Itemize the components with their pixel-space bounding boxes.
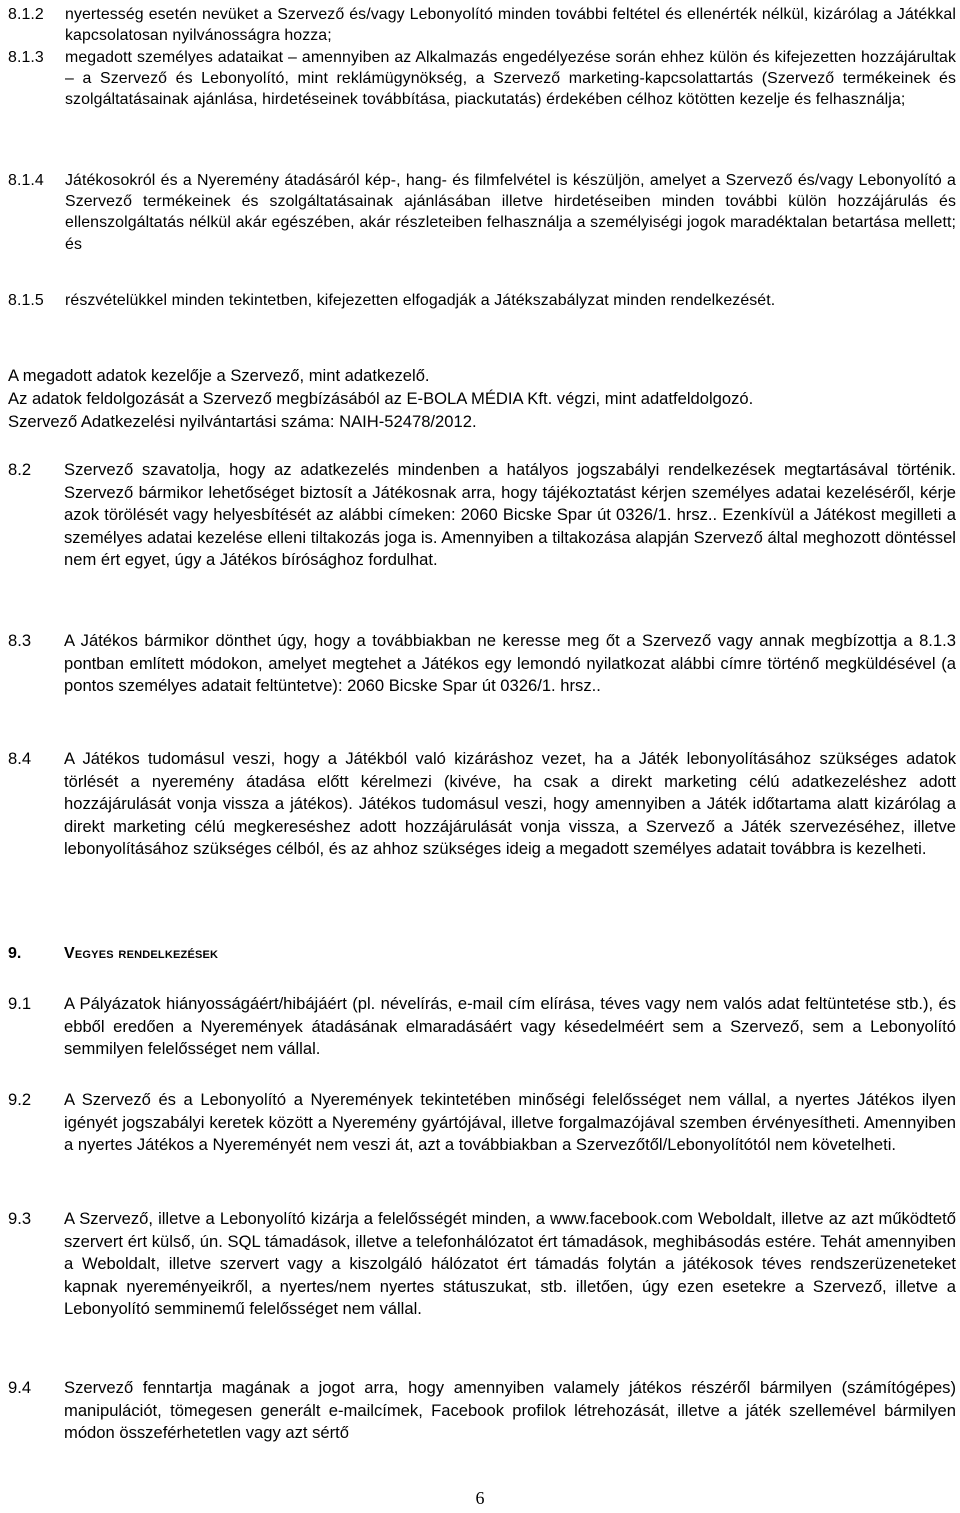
clause-number: 8.1.5 bbox=[8, 292, 44, 309]
section-text: A Játékos tudomásul veszi, hogy a Játékból való kizáráshoz vezet, ha a Játék lebonyolításához szükséges adatok törlését a nyeremény átadása előtt kérelmezi (kivéve, ha csak a direkt marketing célú adatkezeléshez adott hozzájárulását vonja vissza a játékos). Játékos tudomásul veszi, hogy amennyiben a Játék időtartama alatt kizárólag a direkt marketing célú megkereséshez adott hozzájárulását vonja vissza, a Szervező a Játék szervezéséhez, illetve lebonyolításához szükséges célból, és az ahhoz szükséges ideig a megadott személyes adatait továbbra is kezelheti. bbox=[64, 749, 956, 858]
data-controller-line: A megadott adatok kezelője a Szervező, mint adatkezelő. bbox=[8, 366, 430, 385]
section-text: Szervező fenntartja magának a jogot arra, hogy amennyiben valamely játékos részéről bármilyen (számítógépes) manipulációt, tömegesen generált e-mailcímek, Facebook profilok létrehozását, illetve a játék szellemével bármilyen módon összeférhetetlen vagy azt sértő bbox=[64, 1378, 956, 1442]
section-number: 9.2 bbox=[8, 1090, 32, 1109]
section-text: A Pályázatok hiányosságáért/hibájáért (pl. névelírás, e-mail cím elírása, téves vagy nem valós adat feltüntetése stb.), és ebből eredően a Nyeremények átadásának elmaradásáért vagy késedelméért sem a Szervező, sem a Lebonyolító semmilyen felelősséget nem vállal. bbox=[64, 994, 956, 1058]
section-text: A Szervező és a Lebonyolító a Nyeremények tekintetében minőségi felelősséget nem vállal, a nyertes Játékos ilyen igényét jogszabályi keretek között a Nyeremény gyártójával, illetve forgalmazójával szemben érvényesítheti. Amennyiben a nyertes Játékos a Nyereményét nem veszi át, azt a továbbiakban a Szervezőtől/Lebonyolítótól nem követelheti. bbox=[64, 1090, 956, 1154]
section-8-3 bbox=[8, 630, 956, 698]
section-9-1 bbox=[8, 993, 956, 1061]
section-text: A Játékos bármikor dönthet úgy, hogy a továbbiakban ne keresse meg őt a Szervező vagy annak megbízottja a 8.1.3 pontban említett módokon, amelyet megtehet a Játékos egy lemondó nyilatkozat alábbi címre történő megküldésével (a pontos személyes adatait feltüntetve): 2060 Bicske Spar út 0326/1. hrsz.. bbox=[64, 631, 956, 695]
clause-text: részvételükkel minden tekintetben, kifejezetten elfogadják a Játékszabályzat minden rendelkezését. bbox=[65, 292, 776, 309]
clause-8-1-3 bbox=[8, 47, 956, 111]
section-8-2 bbox=[8, 459, 956, 572]
section-number: 8.2 bbox=[8, 460, 32, 479]
clause-text: megadott személyes adataikat – amennyiben az Alkalmazás engedélyezése során ehhez külön és kifejezetten hozzájárultak – a Szervező és Lebonyolító, mint reklámügynökség, a Szervező marketing-kapcsolattartás (Szervező termékeinek és szolgáltatásainak ajánlása, hirdetéseinek továbbítása, piackutatás) érdekében célhoz kötötten kezelje és felhasználja; bbox=[65, 49, 956, 109]
clause-8-1-5 bbox=[8, 290, 956, 311]
heading-number: 9. bbox=[8, 945, 22, 962]
section-9-4 bbox=[8, 1377, 956, 1445]
clause-number: 8.1.2 bbox=[8, 6, 44, 23]
clause-text: nyertesség esetén nevüket a Szervező és/vagy Lebonyolító minden további feltétel és ellenérték nélkül, kizárólag a Játékkal kapcsolatosan nyilvánosságra hozza; bbox=[65, 6, 956, 45]
data-processor-line: Az adatok feldolgozását a Szervező megbízásából az E-BOLA MÉDIA Kft. végzi, mint adatfeldolgozó. bbox=[8, 389, 754, 408]
clause-8-1-4 bbox=[8, 170, 956, 255]
section-text: Szervező szavatolja, hogy az adatkezelés mindenben a hatályos jogszabályi rendelkezések megtartásával történik. Szervező bármikor lehetőséget biztosít a Játékosnak arra, hogy tájékoztatást kérjen személyes adatai kezeléséről, kérje azok törölését vagy helyesbítését az alábbi címeken: 2060 Bicske Spar út 0326/1. hrsz.. Ezenkívül a Játékost megilleti a személyes adatai kezelése elleni tiltakozás joga is. Amennyiben a tiltakozása alapján Szervező által meghozott döntéssel nem ért egyet, úgy a Játékos bírósághoz fordulhat. bbox=[64, 460, 956, 569]
clause-number: 8.1.4 bbox=[8, 172, 44, 189]
section-8-4 bbox=[8, 748, 956, 861]
registration-number-line: Szervező Adatkezelési nyilvántartási száma: NAIH-52478/2012. bbox=[8, 412, 477, 431]
section-9-3 bbox=[8, 1208, 956, 1321]
clause-text: Játékosokról és a Nyeremény átadásáról kép-, hang- és filmfelvétel is készüljön, amelyet a Szervező és/vagy Lebonyolító a Szervező termékeinek és szolgáltatásainak ajánlásában illetve hirdetéseiben minden további külön hozzájárulás és ellenszolgáltatás nélkül akár egészében, akár részleteiben felhasználja a személyiségi jogok maradéktalan betartása mellett; és bbox=[65, 172, 956, 253]
section-number: 9.1 bbox=[8, 994, 32, 1013]
clause-8-1-2 bbox=[8, 4, 956, 46]
heading-title: Vegyes rendelkezések bbox=[64, 945, 219, 962]
section-heading-9 bbox=[8, 945, 218, 963]
section-text: A Szervező, illetve a Lebonyolító kizárja a felelősségét minden, a www.facebook.com Weboldalt, illetve az azt működtető szervert ért külső, ún. SQL támadások, illetve a telefonhálózatot ért támadások, meghibásodás estére. Tehát amennyiben a Weboldalt, illetve szervert vagy a kiszolgáló hálózatot ért támadás folytán a játékosok téves rendszerüzeneteket kapnak nyereményeikről, a nyertes/nem nyertes státuszukat, stb. illetően, úgy ezen esetekre a Szervező, illetve a Lebonyolító semminemű felelősséget nem vállal. bbox=[64, 1209, 956, 1318]
section-number: 8.3 bbox=[8, 631, 32, 650]
clause-number: 8.1.3 bbox=[8, 49, 44, 66]
section-9-2 bbox=[8, 1089, 956, 1157]
section-number: 9.3 bbox=[8, 1209, 32, 1228]
section-number: 9.4 bbox=[8, 1378, 32, 1397]
page-number: 6 bbox=[475, 1488, 485, 1508]
section-number: 8.4 bbox=[8, 749, 32, 768]
